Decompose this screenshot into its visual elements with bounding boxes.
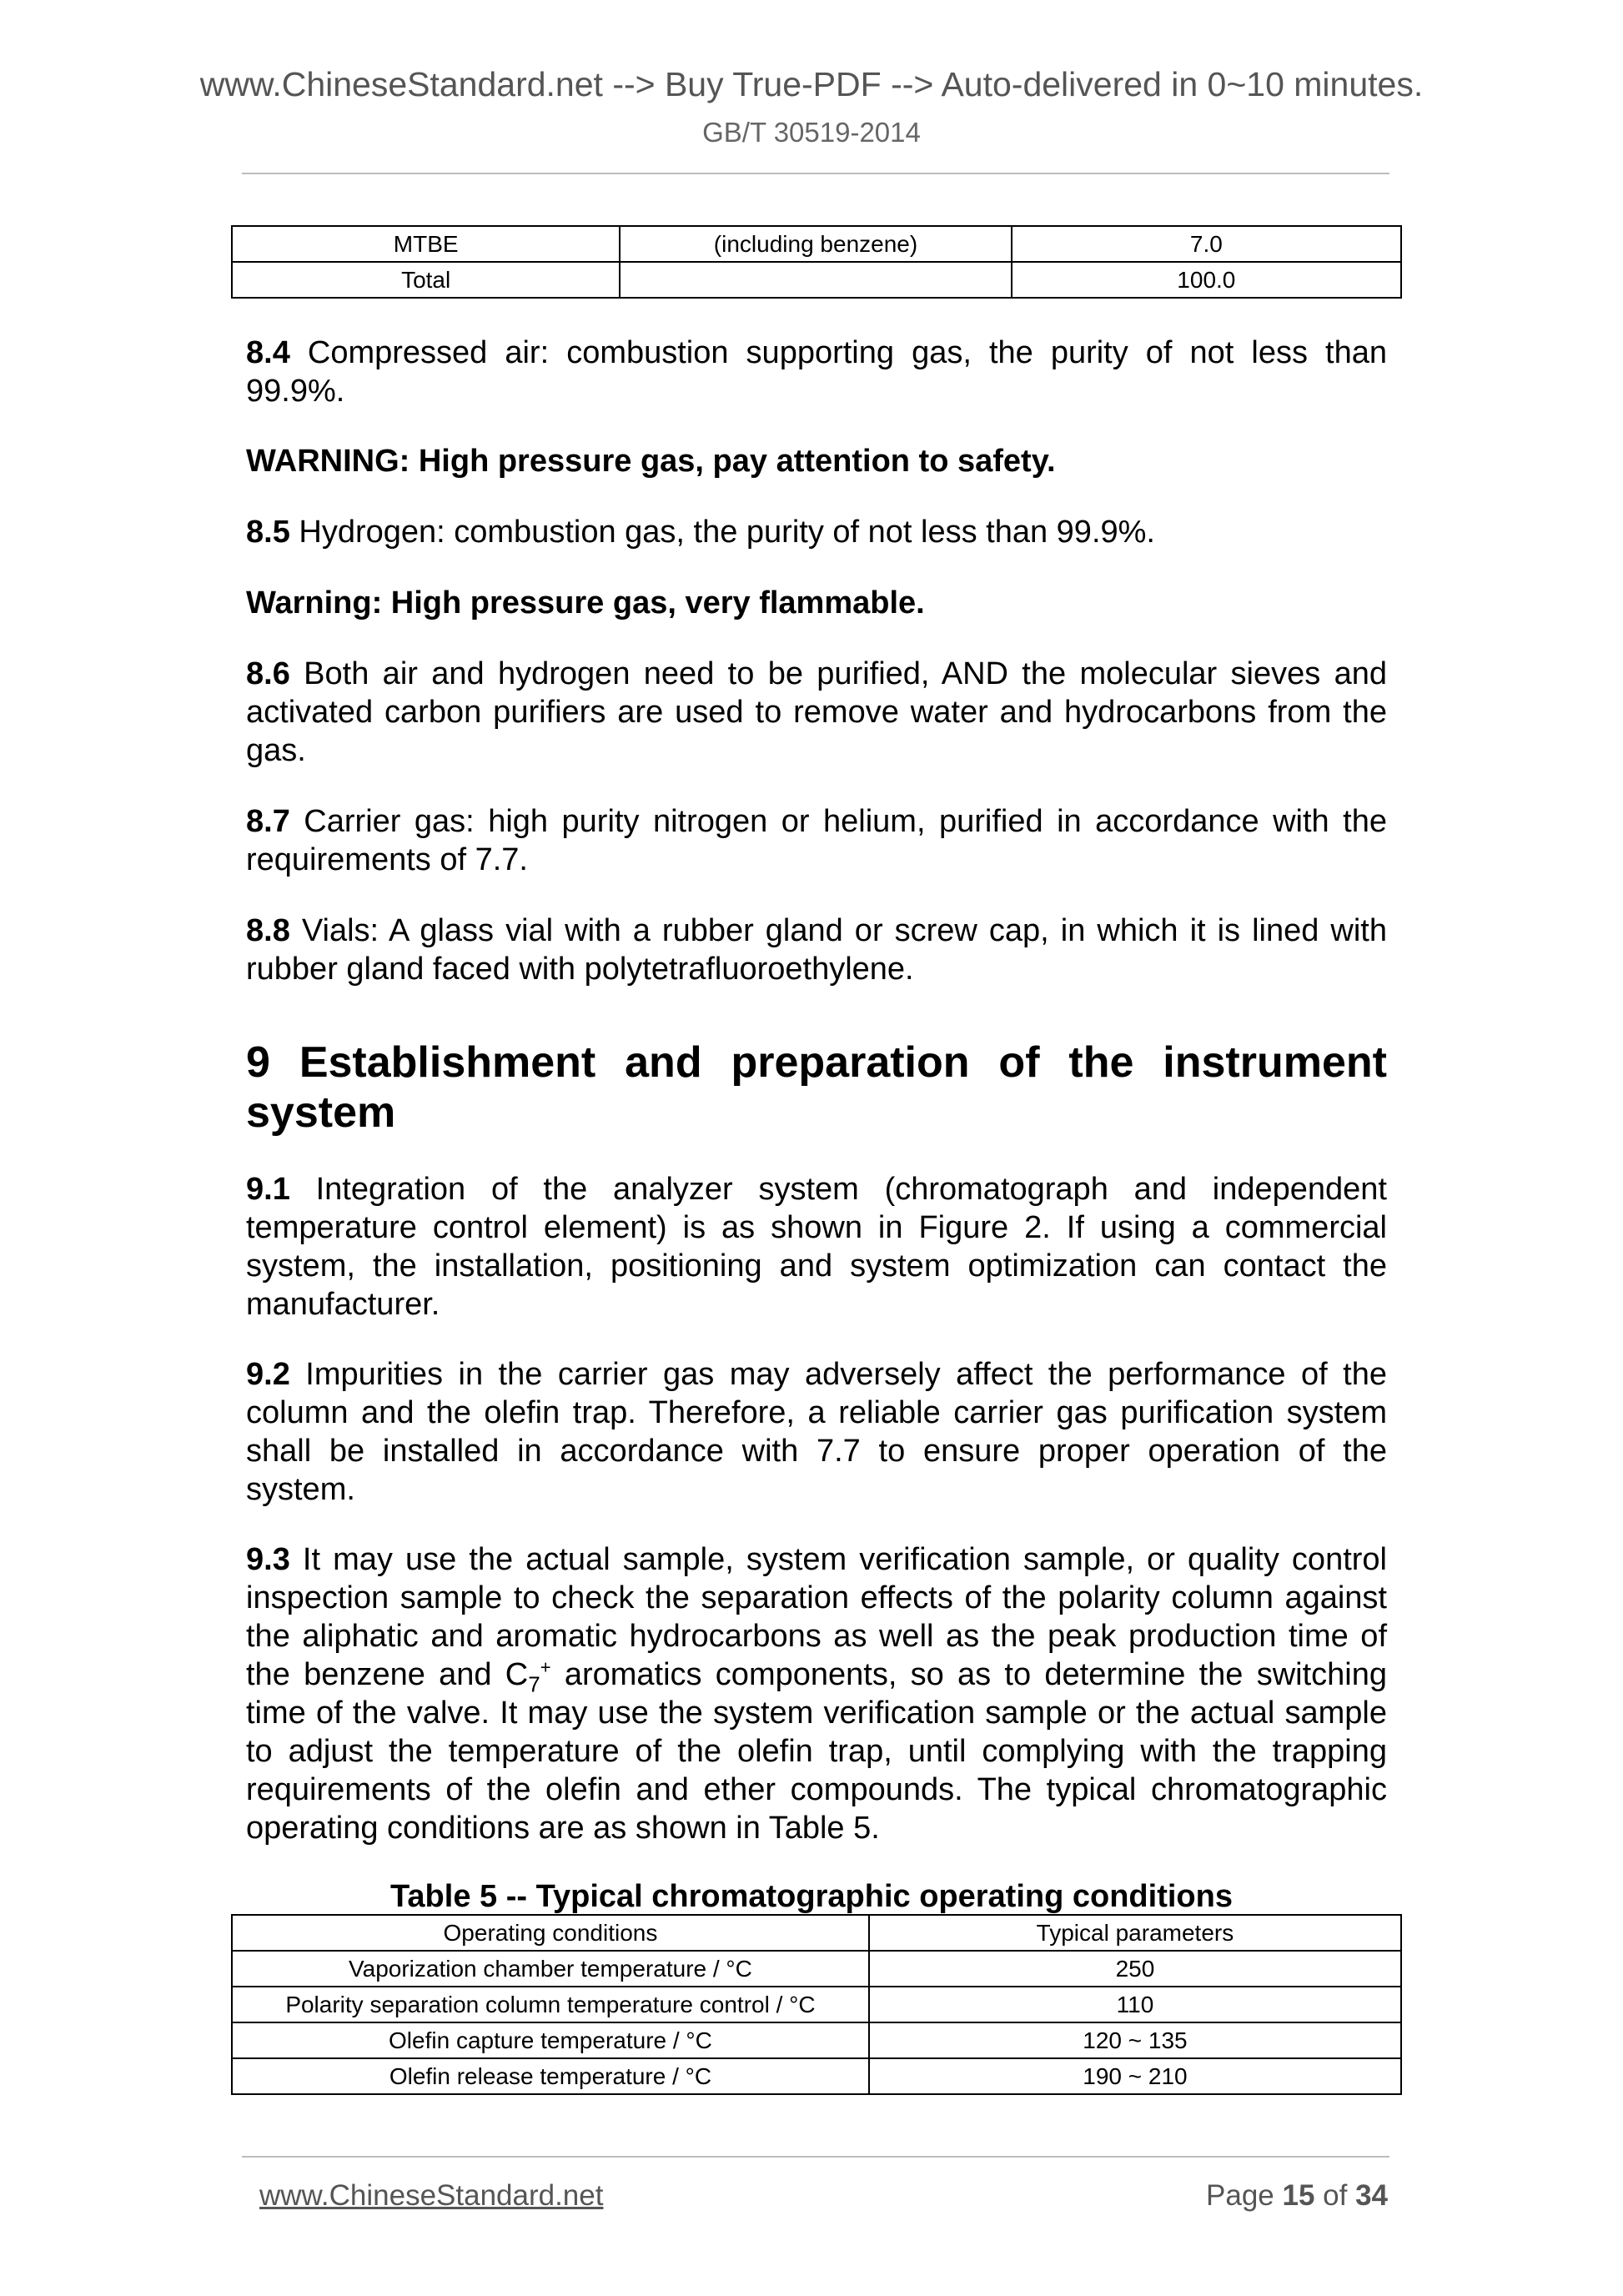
clause-text: It may use the actual sample, system verification sample, or quality control inspection sample to check the separation effects of the polarity column against the aliphatic and aromatic hydrocarbons as well as the peak production time of the benzene and C bbox=[246, 1542, 1387, 1692]
clause-text: Both air and hydrogen need to be purified, AND the molecular sieves and activated carbon purifiers are used to remove water and hydrocarbons from the gas. bbox=[246, 656, 1387, 768]
clause-9-2 bbox=[246, 1355, 1387, 1509]
table-cell: (including benzene) bbox=[620, 226, 1011, 262]
table-row bbox=[232, 1951, 1401, 1987]
table-cell: 120 ~ 135 bbox=[869, 2022, 1401, 2058]
table-header-cell: Typical parameters bbox=[869, 1915, 1401, 1951]
clause-text: Vials: A glass vial with a rubber gland or screw cap, in which it is lined with rubber gland faced with polytetrafluoroethylene. bbox=[246, 913, 1387, 987]
clause-number: 8.8 bbox=[246, 913, 290, 948]
clause-number: 9.2 bbox=[246, 1357, 290, 1392]
clause-text: Hydrogen: combustion gas, the purity of not less than 99.9%. bbox=[289, 515, 1155, 550]
table-cell: Total bbox=[232, 262, 620, 298]
header-divider bbox=[242, 173, 1389, 174]
table-row bbox=[232, 262, 1401, 298]
clause-number: 9.1 bbox=[246, 1172, 290, 1207]
subscript: 7 bbox=[528, 1671, 540, 1697]
table-row bbox=[232, 226, 1401, 262]
header-banner: www.ChineseStandard.net --> Buy True-PDF --> Auto-delivered in 0~10 minutes. bbox=[199, 65, 1424, 103]
footer-divider bbox=[242, 2156, 1389, 2158]
clause-number: 8.4 bbox=[246, 335, 290, 370]
table-cell: Olefin capture temperature / °C bbox=[232, 2022, 869, 2058]
clause-8-4 bbox=[246, 334, 1387, 410]
table-cell: Vaporization chamber temperature / °C bbox=[232, 1951, 869, 1987]
table-cell: 100.0 bbox=[1012, 262, 1401, 298]
footer-website-link[interactable]: www.ChineseStandard.net bbox=[259, 2179, 604, 2212]
table-cell: 190 ~ 210 bbox=[869, 2058, 1401, 2094]
table-5 bbox=[231, 1914, 1402, 2095]
warning-flammable: Warning: High pressure gas, very flammable. bbox=[246, 585, 925, 620]
clause-text: Impurities in the carrier gas may adversely affect the performance of the column and the olefin trap. Therefore, a reliable carrier gas purification system shall be installed in accordance with 7.7 to ensure proper operation of the system. bbox=[246, 1357, 1387, 1507]
page-total: 34 bbox=[1355, 2179, 1388, 2212]
clause-text: Compressed air: combustion supporting gas, the purity of not less than 99.9%. bbox=[246, 335, 1387, 409]
table-header-cell: Operating conditions bbox=[232, 1915, 869, 1951]
clause-9-3 bbox=[246, 1540, 1387, 1847]
table-cell: 7.0 bbox=[1012, 226, 1401, 262]
standard-code: GB/T 30519-2014 bbox=[702, 117, 921, 148]
table-row bbox=[232, 2058, 1401, 2094]
table-row bbox=[232, 2022, 1401, 2058]
clause-number: 8.5 bbox=[246, 515, 290, 550]
clause-number: 8.7 bbox=[246, 804, 290, 839]
clause-number: 9.3 bbox=[246, 1542, 290, 1577]
clause-8-8 bbox=[246, 912, 1387, 988]
clause-text: aromatics components, so as to determine the switching time of the valve. It may use the system verification sample or the actual sample to adjust the temperature of the olefin trap, until complying with the trapping requirements of the olefin and ether compounds. The typical chromatographic operating conditions are as shown in Table 5. bbox=[246, 1657, 1387, 1846]
warning-safety: WARNING: High pressure gas, pay attention to safety. bbox=[246, 444, 1056, 479]
superscript: + bbox=[540, 1656, 551, 1678]
clause-8-7 bbox=[246, 802, 1387, 879]
table-cell bbox=[620, 262, 1011, 298]
table-cell: Olefin release temperature / °C bbox=[232, 2058, 869, 2094]
clause-9-1 bbox=[246, 1170, 1387, 1324]
table-cell: MTBE bbox=[232, 226, 620, 262]
table-row bbox=[232, 1987, 1401, 2022]
table-cell: 250 bbox=[869, 1951, 1401, 1987]
clause-8-5 bbox=[246, 513, 1387, 551]
clause-text: Integration of the analyzer system (chromatograph and independent temperature control element) is as shown in Figure 2. If using a commercial system, the installation, positioning and system optimization can contact the manufacturer. bbox=[246, 1172, 1387, 1322]
clause-text: Carrier gas: high purity nitrogen or helium, purified in accordance with the requirements of 7.7. bbox=[246, 804, 1387, 877]
page-of: of bbox=[1314, 2179, 1356, 2212]
clause-8-6 bbox=[246, 655, 1387, 770]
page-prefix: Page bbox=[1206, 2179, 1283, 2212]
table-5-caption: Table 5 -- Typical chromatographic operating conditions bbox=[390, 1879, 1233, 1914]
clause-number: 8.6 bbox=[246, 656, 290, 691]
table-cell: 110 bbox=[869, 1987, 1401, 2022]
page-current: 15 bbox=[1282, 2179, 1315, 2212]
page-number bbox=[1206, 2179, 1388, 2213]
table-header-row bbox=[232, 1915, 1401, 1951]
continuation-table bbox=[231, 225, 1402, 299]
table-cell: Polarity separation column temperature control / °C bbox=[232, 1987, 869, 2022]
section-9-heading: 9 Establishment and preparation of the instrument system bbox=[246, 1038, 1387, 1137]
